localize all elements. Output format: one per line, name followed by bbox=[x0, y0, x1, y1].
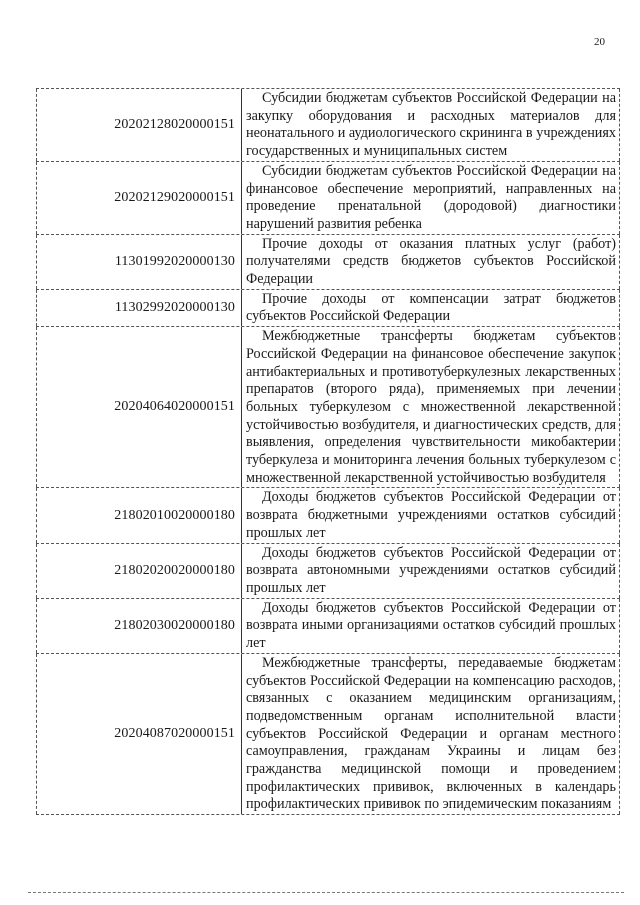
revenue-code: 11302992020000130 bbox=[36, 290, 242, 326]
revenue-code: 20202128020000151 bbox=[36, 89, 242, 161]
revenue-code: 21802030020000180 bbox=[36, 599, 242, 653]
revenue-description: Прочие доходы от компенсации затрат бюджетов субъектов Российской Федерации bbox=[242, 290, 620, 326]
revenue-description: Субсидии бюджетам субъектов Российской Федерации на финансовое обеспечение мероприятий, направленных на проведение пренатальной (дородовой) диагностики нарушений развития ребенка bbox=[242, 162, 620, 234]
table-row bbox=[36, 290, 620, 327]
revenue-description: Межбюджетные трансферты, передаваемые бюджетам субъектов Российской Федерации на компенсацию расходов, связанных с оказанием медицинским организациям, подведомственным органам исполнительной власти субъектов Российской Федерации и органам местного самоуправления, гражданам Украины и лицам без гражданства медицинской помощи и проведением профилактических прививок, включенных в календарь профилактических прививок по эпидемическим показаниям bbox=[242, 654, 620, 814]
table-row bbox=[36, 654, 620, 815]
revenue-description: Межбюджетные трансферты бюджетам субъектов Российской Федерации на финансовое обеспечение закупок антибактериальных и противотуберкулезных лекарственных препаратов (второго ряда), применяемых при лечении больных туберкулезом с множественной лекарственной устойчивостью возбудителя, и диагностических средств, для выявления, определения чувствительности микобактерии туберкулеза и мониторинга лечения больных туберкулезом с множественной лекарственной устойчивостью возбудителя bbox=[242, 327, 620, 487]
revenue-code: 21802020020000180 bbox=[36, 544, 242, 598]
revenue-description: Доходы бюджетов субъектов Российской Федерации от возврата иными организациями остатков субсидий прошлых лет bbox=[242, 599, 620, 653]
page-bottom-divider bbox=[28, 892, 624, 893]
table-row bbox=[36, 327, 620, 488]
revenue-description: Прочие доходы от оказания платных услуг (работ) получателями средств бюджетов субъектов Российской Федерации bbox=[242, 235, 620, 289]
revenue-codes-table bbox=[36, 88, 620, 815]
revenue-code: 20202129020000151 bbox=[36, 162, 242, 234]
table-row bbox=[36, 89, 620, 162]
table-row bbox=[36, 235, 620, 290]
table-row bbox=[36, 544, 620, 599]
revenue-description: Субсидии бюджетам субъектов Российской Федерации на закупку оборудования и расходных материалов для неонатального и аудиологического скрининга в учреждениях государственных и муниципальных систем bbox=[242, 89, 620, 161]
revenue-code: 21802010020000180 bbox=[36, 488, 242, 542]
revenue-description: Доходы бюджетов субъектов Российской Федерации от возврата автономными учреждениями остатков субсидий прошлых лет bbox=[242, 544, 620, 598]
revenue-code: 20204064020000151 bbox=[36, 327, 242, 487]
revenue-code: 20204087020000151 bbox=[36, 654, 242, 814]
table-row bbox=[36, 599, 620, 654]
revenue-code: 11301992020000130 bbox=[36, 235, 242, 289]
page-number: 20 bbox=[594, 36, 605, 48]
revenue-description: Доходы бюджетов субъектов Российской Федерации от возврата бюджетными учреждениями остатков субсидий прошлых лет bbox=[242, 488, 620, 542]
table-row bbox=[36, 162, 620, 235]
table-row bbox=[36, 488, 620, 543]
